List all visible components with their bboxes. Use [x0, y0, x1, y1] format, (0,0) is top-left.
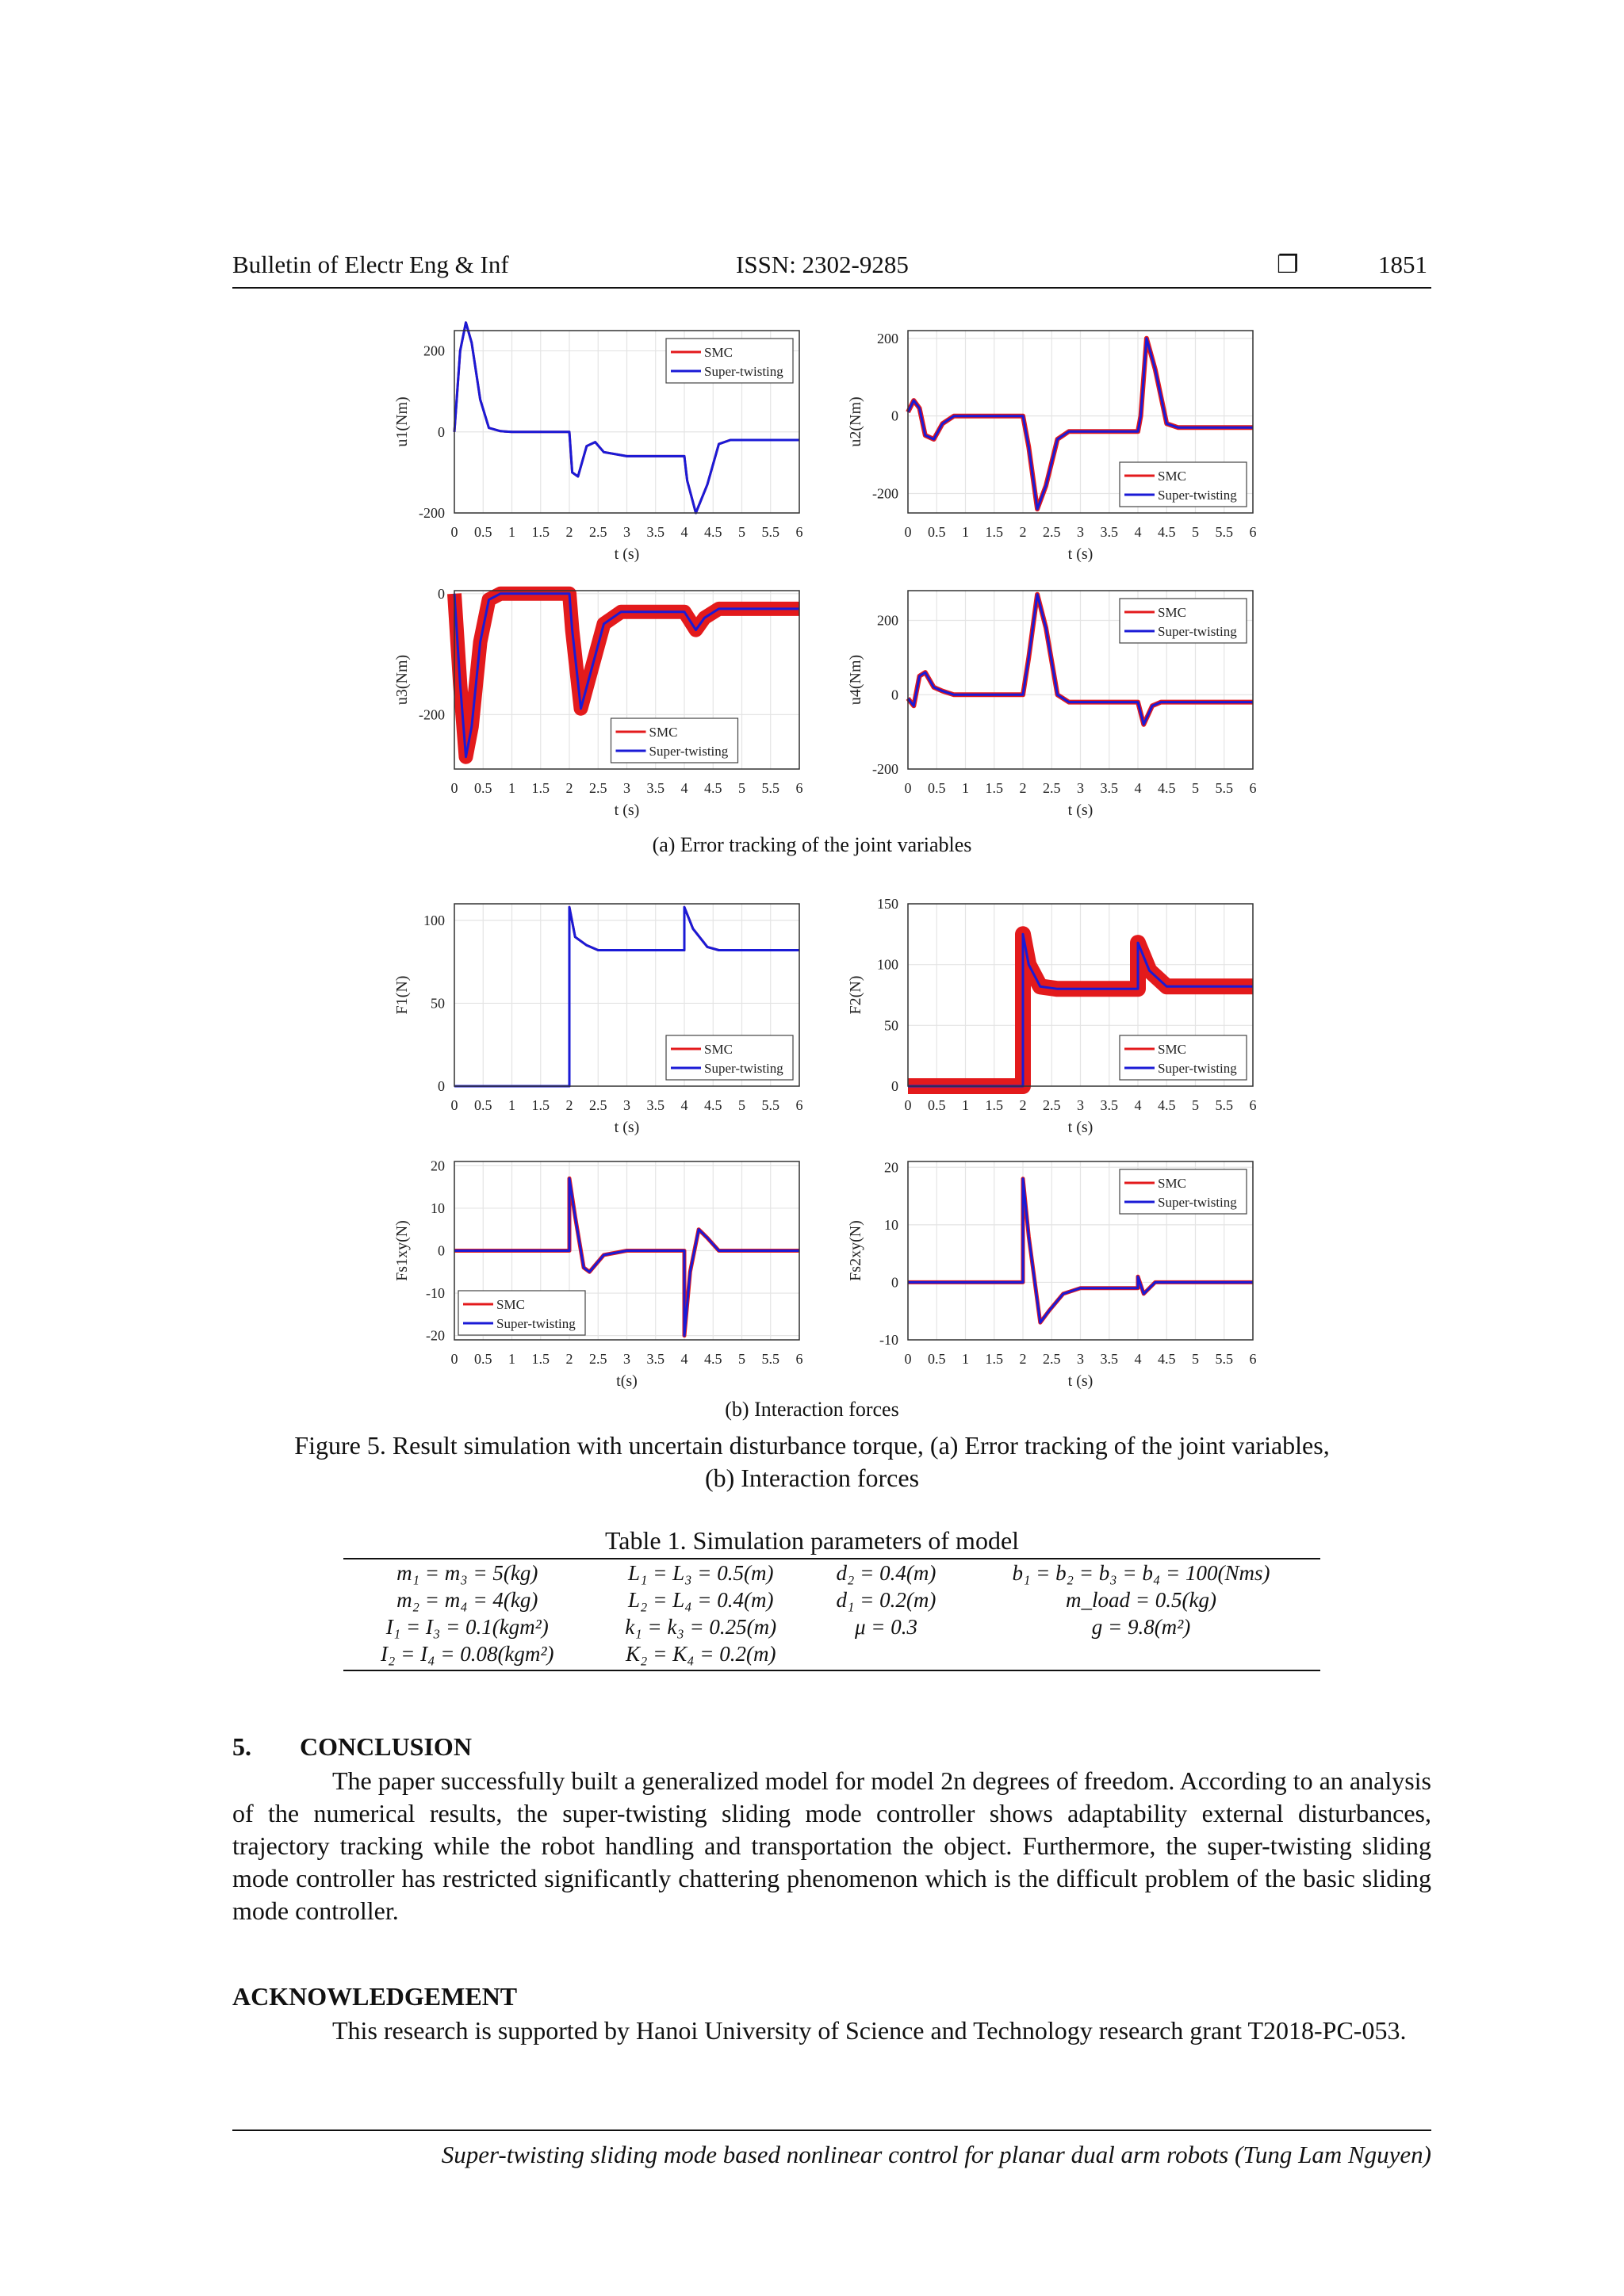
x-tick-label: 5.5 — [1215, 1097, 1233, 1113]
x-tick-label: 0 — [450, 1351, 458, 1367]
y-tick-label: 200 — [423, 342, 445, 359]
y-tick-label: -200 — [872, 761, 898, 777]
x-tick-label: 3.5 — [646, 1351, 665, 1367]
x-tick-label: 0.5 — [928, 780, 946, 796]
box-icon: ❐ — [1277, 251, 1299, 278]
x-tick-label: 0 — [904, 1351, 912, 1367]
x-tick-label: 1 — [962, 524, 969, 540]
legend — [666, 339, 793, 383]
x-tick-label: 0.5 — [474, 780, 492, 796]
x-tick-label: 2.5 — [1043, 1097, 1061, 1113]
x-tick-label: 4.5 — [704, 524, 722, 540]
x-tick-label: 3 — [623, 780, 630, 796]
x-tick-label: 3 — [1077, 524, 1084, 540]
y-tick-label: 100 — [877, 956, 898, 973]
section-title: CONCLUSION — [300, 1732, 472, 1761]
x-tick-label: 0.5 — [474, 1097, 492, 1113]
table-bottom-rule — [343, 1670, 1320, 1671]
x-tick-label: 5 — [1192, 1351, 1199, 1367]
legend-label: Super-twisting — [496, 1316, 576, 1331]
chart-Fs1xy — [393, 1158, 803, 1390]
legend-label: Super-twisting — [1158, 1195, 1237, 1210]
x-tick-label: 3.5 — [1100, 524, 1118, 540]
x-tick-label: 0 — [904, 1097, 912, 1113]
chart-Fs2xy — [847, 1159, 1257, 1390]
running-footer: Super-twisting sliding mode based nonlinear control for planar dual arm robots (Tung Lam Nguyen) — [441, 2141, 1431, 2168]
x-tick-label: 5 — [1192, 1097, 1199, 1113]
x-tick-label: 6 — [795, 1097, 803, 1113]
legend-label: Super-twisting — [1158, 488, 1237, 503]
y-tick-label: 20 — [884, 1159, 898, 1176]
table-caption: Table 1. Simulation parameters of model — [604, 1526, 1020, 1555]
x-tick-label: 6 — [795, 780, 803, 796]
y-tick-label: 20 — [431, 1158, 445, 1174]
page-number: 1851 — [1378, 251, 1427, 278]
x-tick-label: 4 — [680, 524, 688, 540]
y-tick-label: 0 — [438, 1078, 445, 1094]
x-tick-label: 0 — [450, 524, 458, 540]
x-tick-label: 4.5 — [704, 780, 722, 796]
x-tick-label: 4 — [1134, 1351, 1142, 1367]
x-axis-label: t (s) — [1067, 545, 1094, 563]
x-axis-label: t(s) — [616, 1372, 638, 1390]
legend — [1120, 1035, 1247, 1080]
y-tick-label: 0 — [891, 1078, 898, 1094]
figure-caption-line2: (b) Interaction forces — [704, 1464, 920, 1492]
chart-u2 — [847, 331, 1257, 563]
y-tick-label: -200 — [419, 706, 445, 723]
x-tick-label: 5.5 — [761, 524, 779, 540]
journal-name: Bulletin of Electr Eng & Inf — [232, 251, 509, 278]
x-tick-label: 4 — [1134, 1097, 1142, 1113]
table-cell: k₁ = k₃ = 0.25(m) — [625, 1614, 777, 1639]
x-tick-label: 2 — [565, 1097, 573, 1113]
x-tick-label: 5.5 — [1215, 780, 1233, 796]
x-tick-label: 5 — [1192, 780, 1199, 796]
x-tick-label: 4.5 — [1158, 1097, 1176, 1113]
y-tick-label: 0 — [891, 1274, 898, 1291]
legend-label: SMC — [649, 725, 678, 740]
x-tick-label: 1 — [962, 780, 969, 796]
x-axis-label: t (s) — [614, 802, 640, 819]
x-tick-label: 4.5 — [1158, 1351, 1176, 1367]
x-tick-label: 2 — [1019, 1097, 1027, 1113]
x-tick-label: 5.5 — [761, 1097, 779, 1113]
y-axis-label: u2(Nm) — [847, 396, 864, 447]
y-axis-label: F2(N) — [847, 975, 864, 1015]
x-tick-label: 3 — [1077, 1097, 1084, 1113]
y-axis-label: u3(Nm) — [393, 654, 411, 706]
parameters-table — [343, 1559, 1320, 1667]
chart-F1 — [393, 904, 803, 1136]
x-tick-label: 2.5 — [1043, 524, 1061, 540]
table-cell: μ = 0.3 — [854, 1614, 917, 1639]
x-tick-label: 4 — [680, 1097, 688, 1113]
x-tick-label: 2.5 — [589, 780, 607, 796]
table-cell: I₁ = I₃ = 0.1(kgm²) — [385, 1614, 549, 1639]
x-tick-label: 0 — [904, 780, 912, 796]
legend-label: SMC — [704, 1042, 733, 1057]
x-tick-label: 1.5 — [531, 524, 550, 540]
x-tick-label: 5.5 — [761, 780, 779, 796]
x-tick-label: 3.5 — [646, 1097, 665, 1113]
x-tick-label: 1 — [962, 1097, 969, 1113]
y-tick-label: 200 — [877, 612, 898, 629]
x-tick-label: 1.5 — [531, 1351, 550, 1367]
x-tick-label: 2.5 — [589, 524, 607, 540]
table-cell: b₁ = b₂ = b₃ = b₄ = 100(Nms) — [1012, 1560, 1270, 1585]
x-tick-label: 0 — [450, 780, 458, 796]
y-tick-label: 0 — [438, 585, 445, 602]
y-tick-label: 10 — [431, 1200, 445, 1216]
x-tick-label: 2 — [1019, 524, 1027, 540]
x-tick-label: 5 — [738, 1097, 745, 1113]
x-tick-label: 0.5 — [928, 1097, 946, 1113]
x-axis-label: t (s) — [1067, 1372, 1094, 1390]
subcaption-a: (a) Error tracking of the joint variables — [652, 833, 972, 856]
x-tick-label: 1.5 — [985, 1097, 1003, 1113]
figure-caption-line1: Figure 5. Result simulation with uncertain disturbance torque, (a) Error tracking of the joint variables, — [294, 1431, 1330, 1460]
acknowledgement-title: ACKNOWLEDGEMENT — [232, 1982, 518, 2011]
x-tick-label: 4.5 — [1158, 524, 1176, 540]
x-tick-label: 2.5 — [589, 1351, 607, 1367]
x-tick-label: 6 — [795, 1351, 803, 1367]
x-tick-label: 3.5 — [1100, 780, 1118, 796]
x-tick-label: 2 — [565, 780, 573, 796]
table-cell: L₁ = L₃ = 0.5(m) — [627, 1560, 774, 1585]
y-tick-label: 10 — [884, 1216, 898, 1233]
x-tick-label: 3.5 — [646, 780, 665, 796]
legend-label: SMC — [496, 1297, 525, 1312]
x-tick-label: 4.5 — [1158, 780, 1176, 796]
legend — [458, 1291, 585, 1335]
table-cell: d₂ = 0.4(m) — [836, 1560, 936, 1585]
legend-label: Super-twisting — [704, 364, 783, 379]
x-tick-label: 1 — [508, 524, 515, 540]
x-tick-label: 6 — [1249, 780, 1257, 796]
x-tick-label: 6 — [795, 524, 803, 540]
x-tick-label: 2 — [1019, 780, 1027, 796]
x-tick-label: 2 — [1019, 1351, 1027, 1367]
table-cell: L₂ = L₄ = 0.4(m) — [627, 1587, 774, 1612]
x-tick-label: 6 — [1249, 1351, 1257, 1367]
y-axis-label: F1(N) — [393, 975, 411, 1015]
x-tick-label: 3 — [623, 1351, 630, 1367]
legend — [1120, 599, 1247, 643]
y-tick-label: -10 — [879, 1332, 898, 1348]
section-number: 5. — [232, 1732, 251, 1761]
y-tick-label: 50 — [884, 1017, 898, 1034]
x-tick-label: 1 — [508, 1351, 515, 1367]
x-tick-label: 1.5 — [531, 1097, 550, 1113]
x-axis-label: t (s) — [614, 545, 640, 563]
legend-label: SMC — [1158, 1176, 1186, 1191]
legend-label: SMC — [704, 345, 733, 360]
x-tick-label: 3.5 — [1100, 1351, 1118, 1367]
legend — [1120, 462, 1247, 507]
x-tick-label: 1 — [508, 780, 515, 796]
y-axis-label: u4(Nm) — [847, 654, 864, 706]
x-tick-label: 6 — [1249, 1097, 1257, 1113]
x-tick-label: 0.5 — [928, 1351, 946, 1367]
y-tick-label: 100 — [423, 912, 445, 928]
conclusion-paragraph — [232, 1765, 1431, 1927]
x-tick-label: 2.5 — [589, 1097, 607, 1113]
x-tick-label: 1.5 — [531, 780, 550, 796]
table-cell — [810, 1640, 962, 1667]
x-tick-label: 1 — [962, 1351, 969, 1367]
table-cell — [962, 1640, 1320, 1667]
legend — [611, 718, 738, 763]
x-tick-label: 5.5 — [1215, 1351, 1233, 1367]
y-axis-label: u1(Nm) — [393, 396, 411, 447]
table-cell: d₁ = 0.2(m) — [836, 1587, 936, 1612]
x-axis-label: t (s) — [1067, 1119, 1094, 1136]
x-tick-label: 5 — [738, 780, 745, 796]
x-tick-label: 2.5 — [1043, 780, 1061, 796]
x-tick-label: 3 — [623, 1097, 630, 1113]
y-tick-label: 0 — [438, 1242, 445, 1259]
x-tick-label: 5 — [738, 524, 745, 540]
x-tick-label: 5.5 — [1215, 524, 1233, 540]
table-row — [343, 1613, 1320, 1640]
x-tick-label: 4.5 — [704, 1097, 722, 1113]
x-tick-label: 0.5 — [928, 524, 946, 540]
x-tick-label: 2 — [565, 1351, 573, 1367]
y-tick-label: 50 — [431, 995, 445, 1012]
legend-label: SMC — [1158, 1042, 1186, 1057]
legend-label: Super-twisting — [1158, 624, 1237, 639]
legend-label: Super-twisting — [1158, 1061, 1237, 1076]
legend — [1120, 1169, 1247, 1214]
x-tick-label: 1.5 — [985, 780, 1003, 796]
chart-u1 — [393, 323, 803, 563]
x-tick-label: 2.5 — [1043, 1351, 1061, 1367]
x-tick-label: 3 — [1077, 780, 1084, 796]
y-tick-label: -200 — [872, 485, 898, 502]
chart-u4 — [847, 591, 1257, 819]
table-cell: K₂ = K₄ = 0.2(m) — [625, 1641, 776, 1666]
x-tick-label: 1 — [508, 1097, 515, 1113]
y-tick-label: -20 — [426, 1327, 445, 1344]
x-tick-label: 5 — [738, 1351, 745, 1367]
y-tick-label: -200 — [419, 505, 445, 521]
x-tick-label: 0 — [450, 1097, 458, 1113]
table-row — [343, 1640, 1320, 1667]
table-row — [343, 1586, 1320, 1613]
x-axis-label: t (s) — [614, 1119, 640, 1136]
x-tick-label: 0.5 — [474, 524, 492, 540]
footer-rule — [232, 2130, 1431, 2131]
y-tick-label: -10 — [426, 1285, 445, 1302]
y-tick-label: 0 — [891, 687, 898, 703]
y-tick-label: 0 — [438, 423, 445, 440]
x-tick-label: 0.5 — [474, 1351, 492, 1367]
y-tick-label: 200 — [877, 330, 898, 346]
acknowledgement-paragraph — [232, 2015, 1431, 2047]
issn: ISSN: 2302-9285 — [736, 251, 909, 278]
conclusion-text: The paper successfully built a generalized model for model 2n degrees of freedom. According to an analysis of the numerical results, the super-twisting sliding mode controller shows adaptability external disturbances, trajectory tracking while the robot handling and transportation the object. Furthermore, the super-twisting sliding mode controller has restricted significantly chattering phenomenon which is the difficult problem of the basic sliding mode controller. — [232, 1766, 1431, 1925]
x-tick-label: 4 — [1134, 524, 1142, 540]
table-cell: g = 9.8(m²) — [1091, 1614, 1191, 1639]
x-tick-label: 5 — [1192, 524, 1199, 540]
y-tick-label: 150 — [877, 896, 898, 912]
table-cell: m_load = 0.5(kg) — [1066, 1587, 1216, 1612]
legend-label: SMC — [1158, 605, 1186, 620]
x-tick-label: 3.5 — [1100, 1097, 1118, 1113]
legend — [666, 1035, 793, 1080]
table-row — [343, 1559, 1320, 1586]
legend-label: Super-twisting — [649, 744, 729, 759]
subcaption-b: (b) Interaction forces — [725, 1398, 899, 1421]
y-axis-label: Fs2xy(N) — [847, 1220, 864, 1281]
x-tick-label: 4 — [680, 780, 688, 796]
legend-label: SMC — [1158, 469, 1186, 484]
x-tick-label: 1.5 — [985, 524, 1003, 540]
x-tick-label: 3.5 — [646, 524, 665, 540]
x-axis-label: t (s) — [1067, 802, 1094, 819]
x-tick-label: 4 — [1134, 780, 1142, 796]
x-tick-label: 3 — [1077, 1351, 1084, 1367]
legend-label: Super-twisting — [704, 1061, 783, 1076]
chart-u3 — [393, 586, 803, 819]
x-tick-label: 6 — [1249, 524, 1257, 540]
x-tick-label: 3 — [623, 524, 630, 540]
x-tick-label: 0 — [904, 524, 912, 540]
x-tick-label: 4.5 — [704, 1351, 722, 1367]
x-tick-label: 2 — [565, 524, 573, 540]
chart-F2 — [847, 896, 1257, 1136]
x-tick-label: 1.5 — [985, 1351, 1003, 1367]
x-tick-label: 4 — [680, 1351, 688, 1367]
table-cell: m₂ = m₄ = 4(kg) — [396, 1587, 538, 1612]
table-cell: m₁ = m₃ = 5(kg) — [396, 1560, 538, 1585]
y-tick-label: 0 — [891, 408, 898, 424]
x-tick-label: 5.5 — [761, 1351, 779, 1367]
y-axis-label: Fs1xy(N) — [393, 1220, 411, 1281]
acknowledgement-text: This research is supported by Hanoi University of Science and Technology research grant T2018-PC-053. — [332, 2016, 1407, 2045]
table-cell: I₂ = I₄ = 0.08(kgm²) — [381, 1641, 554, 1666]
